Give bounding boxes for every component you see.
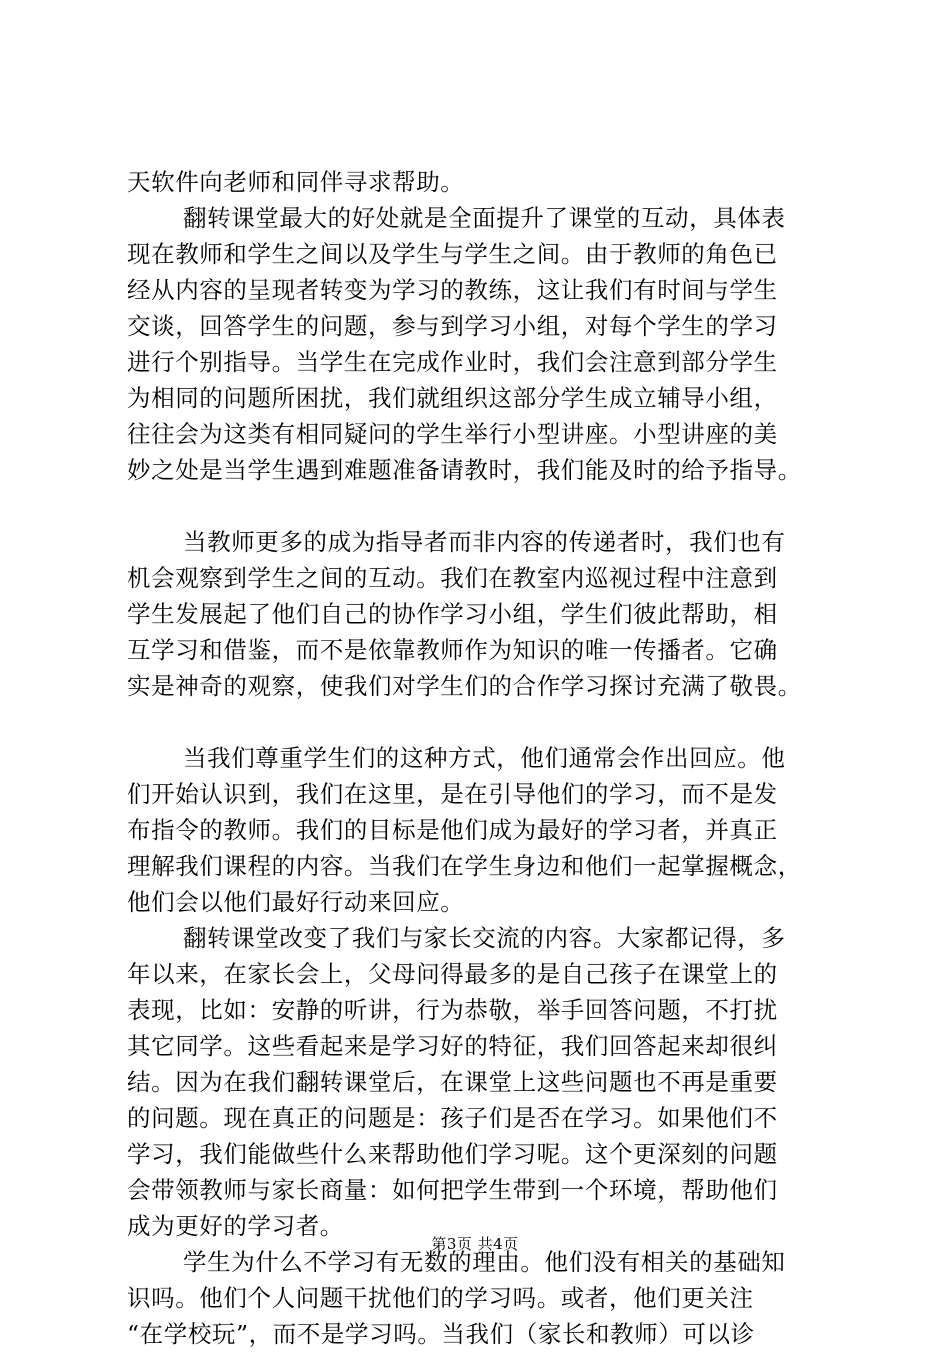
text-line: 翻转课堂改变了我们与家长交流的内容。大家都记得，多 bbox=[183, 924, 786, 952]
text-line: 当教师更多的成为指导者而非内容的传递者时，我们也有 bbox=[183, 528, 786, 556]
text-line: 当我们尊重学生们的这种方式，他们通常会作出回应。他 bbox=[183, 744, 786, 772]
text-line: 理解我们课程的内容。当我们在学生身边和他们一起掌握概念， bbox=[127, 852, 802, 880]
text-line: 经从内容的呈现者转变为学习的教练，这让我们有时间与学生 bbox=[127, 276, 778, 304]
text-line: 学生发展起了他们自己的协作学习小组，学生们彼此帮助，相 bbox=[127, 600, 778, 628]
text-line: 现在教师和学生之间以及学生与学生之间。由于教师的角色已 bbox=[127, 240, 778, 268]
text-line: 为相同的问题所困扰，我们就组织这部分学生成立辅导小组， bbox=[127, 384, 778, 412]
text-line: 会带领教师与家长商量：如何把学生带到一个环境，帮助他们 bbox=[127, 1176, 778, 1204]
body-text bbox=[127, 164, 839, 1352]
text-line: 识吗。他们个人问题干扰他们的学习吗。或者，他们更关注 bbox=[127, 1284, 754, 1312]
paragraph-gap bbox=[127, 704, 839, 740]
text-line: 结。因为在我们翻转课堂后，在课堂上这些问题也不再是重要 bbox=[127, 1068, 778, 1096]
text-line: 表现，比如：安静的听讲，行为恭敬，举手回答问题，不打扰 bbox=[127, 996, 778, 1024]
text-line: 互学习和借鉴，而不是依靠教师作为知识的唯一传播者。它确 bbox=[127, 636, 778, 664]
text-line: 布指令的教师。我们的目标是他们成为最好的学习者，并真正 bbox=[127, 816, 778, 844]
text-line: 他们会以他们最好行动来回应。 bbox=[127, 888, 465, 916]
text-line: 学生为什么不学习有无数的理由。他们没有相关的基础知 bbox=[183, 1248, 786, 1276]
text-line: 其它同学。这些看起来是学习好的特征，我们回答起来却很纠 bbox=[127, 1032, 778, 1060]
text-line: 年以来，在家长会上，父母问得最多的是自己孩子在课堂上的 bbox=[127, 960, 778, 988]
text-line: 往往会为这类有相同疑问的学生举行小型讲座。小型讲座的美 bbox=[127, 420, 778, 448]
text-line: 天软件向老师和同伴寻求帮助。 bbox=[127, 168, 465, 196]
text-line: 成为更好的学习者。 bbox=[127, 1212, 344, 1240]
text-line: 妙之处是当学生遇到难题准备请教时，我们能及时的给予指导。 bbox=[127, 456, 802, 484]
text-line: “在学校玩”，而不是学习吗。当我们（家长和教师）可以诊 bbox=[127, 1320, 755, 1348]
text-line: 学习，我们能做些什么来帮助他们学习呢。这个更深刻的问题 bbox=[127, 1140, 778, 1168]
text-line: 进行个别指导。当学生在完成作业时，我们会注意到部分学生 bbox=[127, 348, 778, 376]
text-line: 实是神奇的观察，使我们对学生们的合作学习探讨充满了敬畏。 bbox=[127, 672, 802, 700]
paragraph-gap bbox=[127, 488, 839, 524]
page-footer: 第3页 共4页 bbox=[431, 1235, 519, 1253]
text-line: 的问题。现在真正的问题是：孩子们是否在学习。如果他们不 bbox=[127, 1104, 778, 1132]
text-line: 交谈，回答学生的问题，参与到学习小组，对每个学生的学习 bbox=[127, 312, 778, 340]
text-line: 机会观察到学生之间的互动。我们在教室内巡视过程中注意到 bbox=[127, 564, 778, 592]
text-line: 们开始认识到，我们在这里，是在引导他们的学习，而不是发 bbox=[127, 780, 778, 808]
text-line: 翻转课堂最大的好处就是全面提升了课堂的互动，具体表 bbox=[183, 204, 786, 232]
